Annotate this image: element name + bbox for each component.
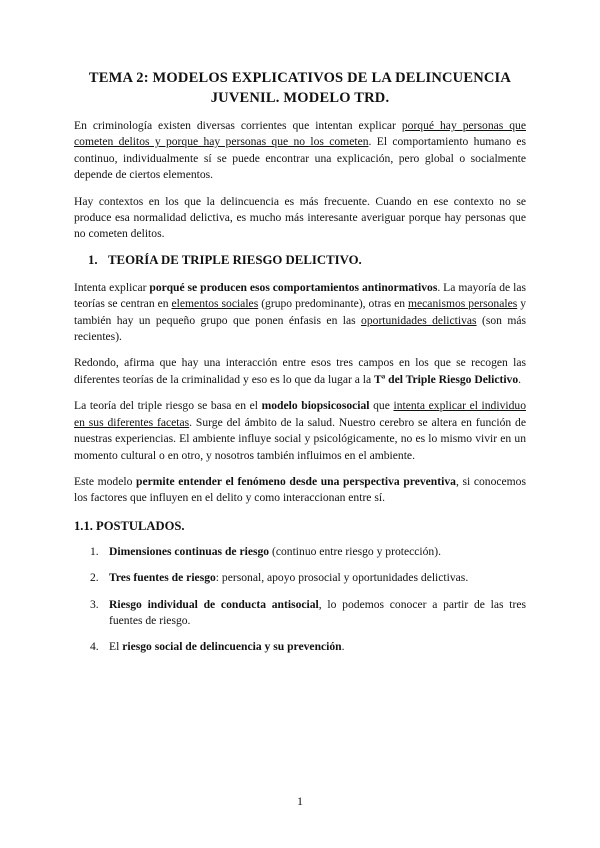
- paragraph-intro: [74, 118, 526, 184]
- list-item: [74, 570, 526, 586]
- bold-text: Tres fuentes de riesgo: [109, 571, 216, 585]
- bold-text: porqué se producen esos comportamientos antinormativos: [149, 280, 438, 294]
- document-page: [74, 68, 526, 666]
- text: , si conocemos los factores que influyen en el delito y como interaccionan entre sí.: [74, 474, 526, 505]
- list-item: [74, 639, 526, 655]
- title-line-1: TEMA 2: MODELOS EXPLICATIVOS DE LA DELINCUENCIA: [88, 70, 512, 86]
- text: .: [341, 640, 345, 654]
- section-heading-postulados: 1.1. POSTULADOS.: [74, 518, 185, 533]
- bold-text: Riesgo individual de conducta antisocial: [109, 597, 319, 611]
- underlined-text: intenta explicar el individuo en sus diferentes facetas: [74, 399, 526, 429]
- paragraph-redondo: [74, 355, 526, 388]
- text: La teoría del triple riesgo se basa en el: [74, 399, 262, 413]
- underlined-text: oportunidades delictivas: [361, 313, 477, 327]
- text: , lo podemos conocer a partir de las tres fuentes de riesgo.: [109, 597, 526, 627]
- underlined-text: elementos sociales: [171, 297, 259, 311]
- text: y también hay un pequeño grupo que ponen énfasis en las: [74, 297, 527, 327]
- underlined-text: mecanismos personales: [408, 297, 518, 311]
- section-title: TEORÍA DE TRIPLE RIESGO DELICTIVO.: [108, 252, 362, 267]
- page-title: [74, 68, 526, 108]
- bold-text: riesgo social de delincuencia y su prevención: [122, 640, 342, 654]
- text: . El comportamiento humano es continuo, individualmente sí se puede encontrar una explicación, pero global o socialmente depende de ciertos elementos.: [74, 135, 526, 182]
- paragraph-preventive: [74, 474, 526, 507]
- text: Este modelo: [74, 474, 136, 488]
- page-number: 1: [297, 794, 303, 808]
- text: Redondo, afirma que hay una interacción entre esos tres campos en los que se recogen las diferentes teorías de la criminalidad y eso es lo que da lugar a la: [74, 356, 526, 386]
- text: El: [109, 640, 123, 654]
- section-number: 1.: [88, 252, 98, 267]
- text: En criminología existen diversas corrientes que intentan explicar: [74, 119, 402, 132]
- bold-text: permite entender el fenómeno desde una perspectiva preventiva: [136, 474, 456, 488]
- section-heading-1: [88, 253, 526, 268]
- text: . Surge del ámbito de la salud. Nuestro cerebro se altera en función de nuestras experiencias. El ambiente influye social y psicológicamente, no es lo mismo vivir en un momento cultural o en otro, y nosotros también influimos en el ambiente.: [74, 415, 527, 462]
- paragraph-biopsychosocial: [74, 398, 526, 464]
- postulates-list: [74, 544, 526, 656]
- bold-text: modelo biopsicosocial: [261, 399, 370, 413]
- text: (grupo predominante), otras en: [258, 297, 408, 311]
- text: .: [518, 372, 522, 386]
- list-number: 2.: [90, 571, 99, 585]
- text: (son más recientes).: [74, 313, 526, 344]
- list-item: [74, 544, 526, 560]
- text: (continuo entre riesgo y protección).: [269, 544, 441, 558]
- list-number: 4.: [90, 640, 99, 654]
- underlined-text: porqué hay personas que cometen delitos y porque hay personas que no los cometen: [74, 119, 526, 149]
- text: . La mayoría de las teorías se centran en: [74, 280, 527, 311]
- paragraph-theory: [74, 280, 526, 346]
- text: Intenta explicar: [74, 280, 150, 294]
- bold-text: Tª del Triple Riesgo Delictivo: [374, 372, 519, 386]
- bold-text: Dimensiones continuas de riesgo: [109, 544, 270, 558]
- title-line-2: JUVENIL. MODELO TRD.: [210, 90, 390, 106]
- list-number: 3.: [90, 597, 99, 611]
- text: : personal, apoyo prosocial y oportunidades delictivas.: [215, 571, 469, 585]
- list-number: 1.: [90, 544, 99, 558]
- list-item: [74, 597, 526, 630]
- paragraph-context: Hay contextos en los que la delincuencia es más frecuente. Cuando en ese contexto no se produce esa normalidad delictiva, es mucho más interesante averiguar porque hay personas que no cometen delitos.: [74, 194, 526, 241]
- text: que: [369, 399, 394, 413]
